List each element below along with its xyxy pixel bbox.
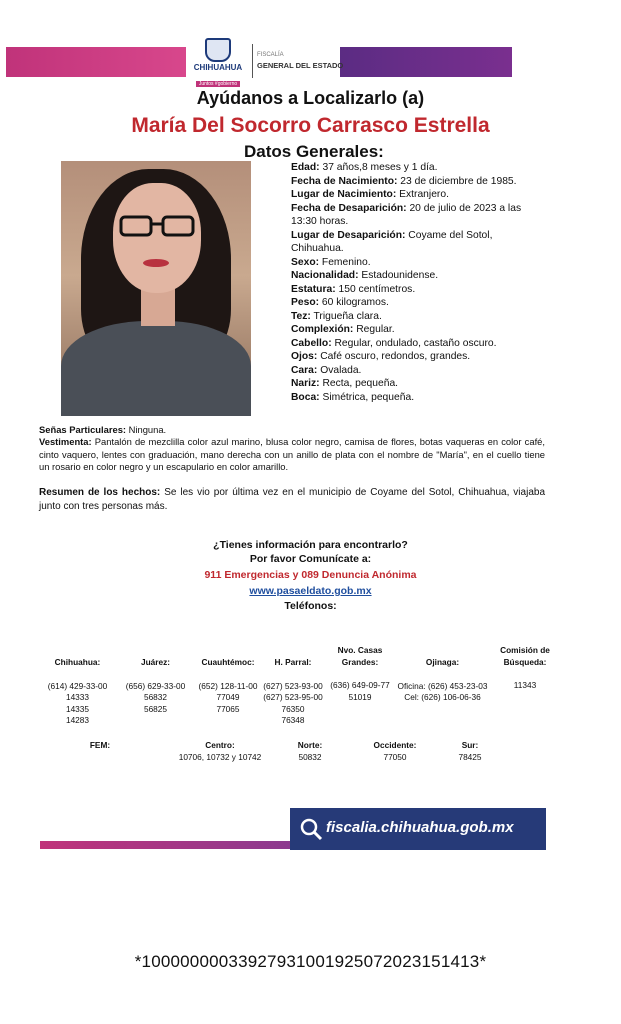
detail-row: Boca: Simétrica, pequeña. <box>291 391 415 403</box>
phone-number: Cel: (626) 106-06-36 <box>404 692 481 702</box>
phone-number: 56832 <box>143 692 168 702</box>
glasses-icon <box>119 215 195 237</box>
please-contact: Por favor Comunícate a: <box>249 553 372 565</box>
header-band-left <box>6 47 186 77</box>
detail-row: Tez: Trigueña clara. <box>291 310 382 322</box>
fem-row <box>40 740 560 770</box>
phone-column-header: Juárez: <box>140 657 171 667</box>
header-divider <box>252 44 253 78</box>
footer-band <box>40 841 290 849</box>
phones-title: Teléfonos: <box>284 600 337 612</box>
phone-number: 51019 <box>348 691 372 702</box>
emergency-numbers: 911 Emergencias y 089 Denuncia Anónima <box>204 569 417 581</box>
fem-name: Centro: <box>205 740 235 750</box>
search-icon <box>298 816 324 842</box>
phone-column <box>188 657 268 715</box>
phone-number: 56825 <box>143 703 168 714</box>
chihuahua-logo <box>186 38 250 87</box>
detail-row: Fecha de Nacimiento: 23 de diciembre de 1985. <box>291 175 517 187</box>
phone-number: (627) 523-95-00 <box>263 692 323 702</box>
phone-column-header: Comisión de Búsqueda: <box>500 645 550 667</box>
fem-column <box>280 740 340 763</box>
barcode-number: *10000000033927931001925072023151413* <box>134 952 487 971</box>
detail-row: Peso: 60 kilogramos. <box>291 297 389 308</box>
detail-row: Lugar de Nacimiento: Extranjero. <box>291 189 449 200</box>
detail-row: Lugar de Desaparición: Coyame del Sotol, Chihuahua. <box>291 229 493 254</box>
phone-column-header: H. Parral: <box>274 657 312 667</box>
detail-row: Fecha de Desaparición: 20 de julio de 2023 a las 13:30 horas. <box>291 202 522 227</box>
missing-person-photo <box>61 161 251 416</box>
resumen-hechos: Resumen de los hechos: Se les vio por última vez en el municipio de Coyame del Sotol, Chihuahua, viajaba junto con tres personas más. <box>39 487 545 512</box>
phone-column <box>325 645 395 703</box>
fem-name: Occidente: <box>373 740 417 750</box>
detail-row: Complexión: Regular. <box>291 324 395 335</box>
logo-text: CHIHUAHUA <box>193 63 243 72</box>
fem-column <box>170 740 270 763</box>
detail-row: Ojos: Café oscuro, redondos, grandes. <box>291 351 471 362</box>
phone-number: 77065 <box>216 703 240 714</box>
shield-icon <box>205 38 231 62</box>
phones-table <box>40 645 560 740</box>
phone-column-header: Nvo. Casas Grandes: <box>337 645 383 667</box>
detail-row: Edad: 37 años,8 meses y 1 día. <box>291 162 438 173</box>
phone-number: 77049 <box>216 692 240 702</box>
vestimenta: Vestimenta: Pantalón de mezclilla color azul marino, blusa color negro, camisa de flores, botas vaqueras en color café, cinto vaquero, lentes con graduación, mano derecha con un anillo de plata con el nombre de "María", en el cuello tiene un rosario en color negro y un escapulario en color amarillo. <box>39 436 545 472</box>
fem-column <box>440 740 500 763</box>
phone-number: 14283 <box>65 715 90 725</box>
general-data-title: Datos Generales: <box>244 142 384 161</box>
phone-number: 76348 <box>281 715 305 725</box>
phone-column <box>40 657 115 727</box>
phone-number: 11343 <box>513 680 537 690</box>
header-band-right <box>340 47 512 77</box>
footer-website[interactable]: fiscalia.chihuahua.gob.mx <box>326 819 514 836</box>
header-general: GENERAL DEL ESTADO <box>257 61 344 70</box>
detail-row: Estatura: 150 centímetros. <box>291 283 416 295</box>
info-question: ¿Tienes información para encontrarlo? <box>213 539 408 551</box>
phone-column <box>490 645 560 692</box>
senas-particulares: Señas Particulares: Ninguna. <box>39 424 167 435</box>
person-name: María Del Socorro Carrasco Estrella <box>131 114 490 137</box>
fem-value: 50832 <box>298 751 322 762</box>
phone-number: 14335 <box>65 703 90 714</box>
fem-label: FEM: <box>89 740 111 750</box>
website-link[interactable]: www.pasaeldato.gob.mx <box>249 585 372 597</box>
detail-row: Nacionalidad: Estadounidense. <box>291 270 439 281</box>
phone-column <box>395 657 490 704</box>
detail-row: Cara: Ovalada. <box>291 364 362 376</box>
phone-number: (656) 629-33-00 <box>125 680 186 691</box>
phone-column <box>258 657 328 727</box>
help-title: Ayúdanos a Localizarlo (a) <box>196 88 425 108</box>
detail-row: Cabello: Regular, ondulado, castaño oscuro. <box>291 337 497 349</box>
phone-column-header: Cuauhtémoc: <box>201 657 255 667</box>
detail-row: Nariz: Recta, pequeña. <box>291 378 399 389</box>
header-fiscalia: FISCALÍA <box>257 52 284 58</box>
details-list <box>291 161 531 404</box>
phone-number: (627) 523-93-00 <box>263 680 323 691</box>
phone-number: (636) 649-09-77 <box>330 680 390 690</box>
logo-tagline: Juntos #gobierno <box>196 81 240 87</box>
detail-row: Sexo: Femenino. <box>291 256 371 268</box>
phone-number: Oficina: (626) 453-23-03 <box>397 680 488 691</box>
phone-column-header: Chihuahua: <box>54 657 101 667</box>
fem-name: Norte: <box>297 740 323 750</box>
fem-column <box>355 740 435 763</box>
phone-number: 14333 <box>65 692 90 702</box>
fem-value: 78425 <box>458 751 482 762</box>
phone-number: 76350 <box>281 703 305 714</box>
fem-value: 77050 <box>383 751 407 762</box>
phone-number: (652) 128-11-00 <box>198 680 258 691</box>
phone-number: (614) 429-33-00 <box>47 680 108 691</box>
phone-column <box>123 657 188 715</box>
fem-name: Sur: <box>461 740 479 750</box>
phone-column-header: Ojinaga: <box>425 657 460 667</box>
fem-value: 10706, 10732 y 10742 <box>178 751 262 762</box>
